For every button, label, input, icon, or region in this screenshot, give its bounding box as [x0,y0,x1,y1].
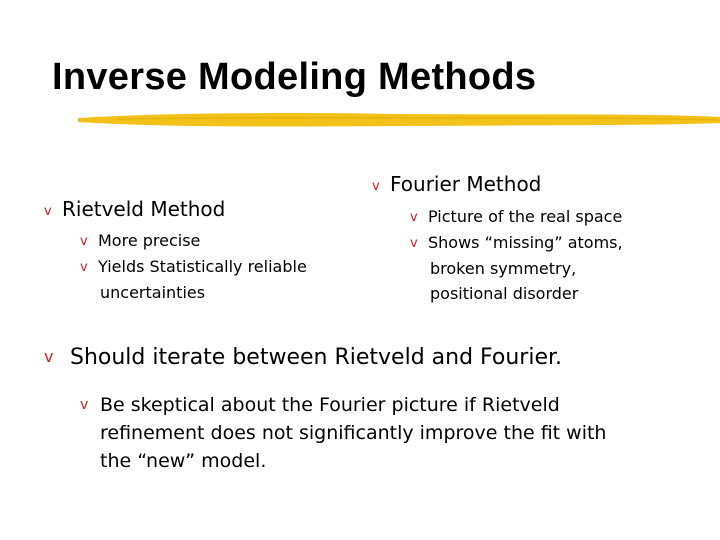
list-item-continuation: positional disorder [430,284,579,303]
title-underline-brushstroke [78,108,720,130]
bullet-icon: v [80,234,88,249]
bullet-icon: v [44,347,54,366]
bullet-icon: v [372,179,380,194]
main-point-text: Should iterate between Rietveld and Fourier. [70,345,563,370]
list-item: v More precise [80,228,307,254]
bullet-icon: v [80,397,89,413]
main-point [44,345,562,370]
list-item: v Yields Statistically reliable [80,254,307,280]
rietveld-sub-list [80,228,307,305]
list-item-continuation: broken symmetry, [430,259,577,278]
fourier-heading-text: Fourier Method [390,172,542,196]
rietveld-heading [44,197,225,221]
bullet-icon: v [410,210,418,225]
list-item: v Shows “missing” atoms, [410,230,623,256]
fourier-sub-list [410,204,623,306]
bullet-icon: v [44,204,52,219]
fourier-heading [372,172,541,196]
rietveld-heading-text: Rietveld Method [62,197,226,221]
sub-point [80,391,700,475]
sub-point-line: refinement does not significantly improve the fit with [100,422,607,444]
bullet-icon: v [410,236,418,251]
sub-point-line: v Be skeptical about the Fourier picture if Rietveld [80,394,560,416]
list-item-continuation: uncertainties [100,283,206,302]
sub-point-line: the “new” model. [100,450,267,472]
list-item: v Picture of the real space [410,204,623,230]
slide-title: Inverse Modeling Methods [52,56,537,98]
bullet-icon: v [80,260,88,275]
